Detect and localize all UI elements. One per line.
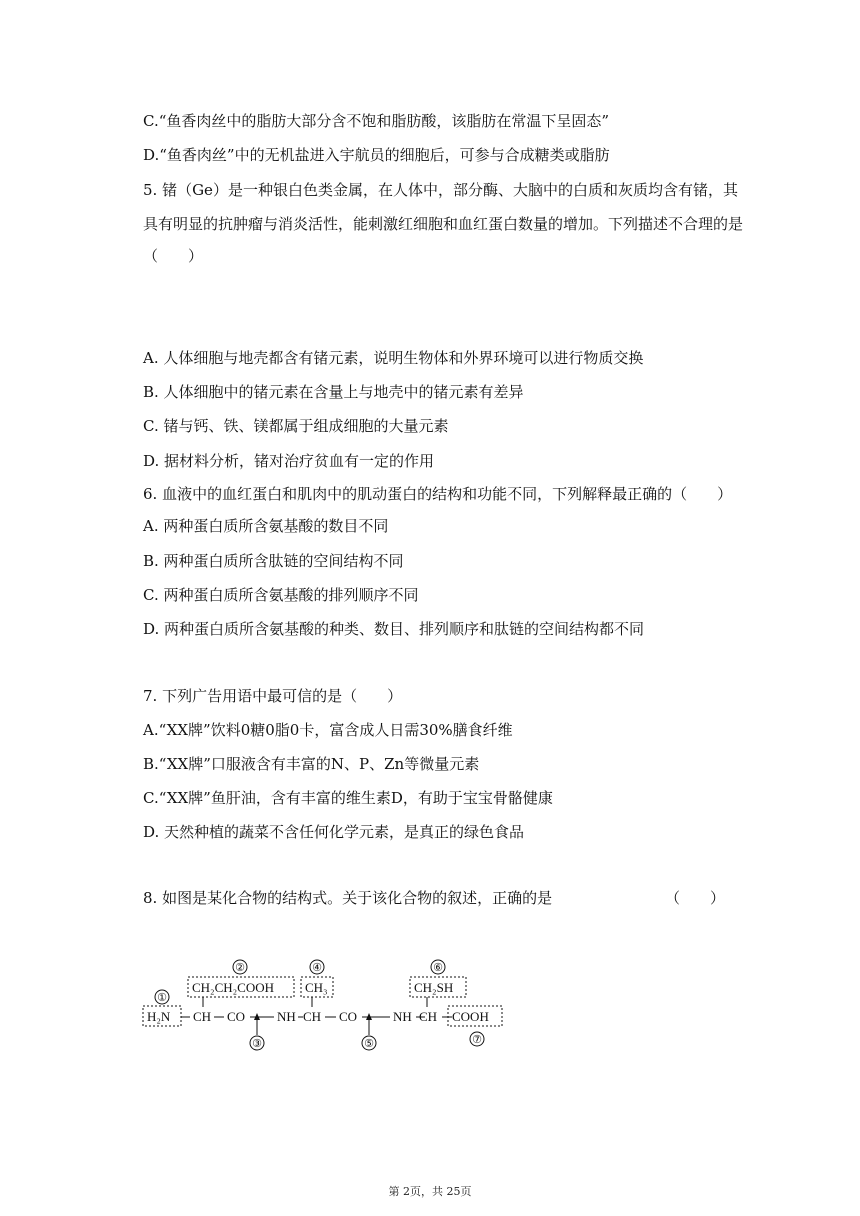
option-a-q7: A.“XX牌”饮料0糖0脂0卡，富含成人日需30%膳食纤维 (143, 721, 513, 739)
marker-5: ⑤ (364, 1038, 374, 1050)
option-b-q5: B. 人体细胞中的锗元素在含量上与地壳中的锗元素有差异 (143, 383, 524, 401)
option-b-q7: B.“XX牌”口服液含有丰富的N、P、Zn等微量元素 (143, 755, 480, 773)
amino-group: H₂N (147, 1009, 171, 1024)
question-5-answer-blank: （ ） (143, 247, 204, 265)
marker-1: ① (157, 992, 167, 1004)
marker-3: ③ (252, 1038, 262, 1050)
r-group-2: CH₃ (305, 980, 328, 995)
option-c-q5: C. 锗与钙、铁、镁都属于组成细胞的大量元素 (143, 417, 449, 435)
question-5-line-1: 5. 锗（Ge）是一种银白色类金属，在人体中，部分酶、大脑中的白质和灰质均含有锗，其 (143, 181, 738, 199)
chain-co-1: CO (227, 1009, 246, 1024)
question-7: 7. 下列广告用语中最可信的是（ ） (143, 687, 403, 705)
chain-ch-3: CH (419, 1009, 438, 1024)
option-a-q6: A. 两种蛋白质所含氨基酸的数目不同 (143, 517, 389, 535)
marker-7: ⑦ (472, 1034, 482, 1046)
peptide-structure-diagram (140, 955, 520, 1055)
structural-formula-figure (140, 955, 520, 1059)
option-a-q5: A. 人体细胞与地壳都含有锗元素，说明生物体和外界环境可以进行物质交换 (143, 349, 644, 367)
option-d-q7: D. 天然种植的蔬菜不含任何化学元素，是真正的绿色食品 (143, 823, 525, 841)
chain-nh-2: NH (393, 1009, 412, 1024)
option-c-q6: C. 两种蛋白质所含氨基酸的排列顺序不同 (143, 586, 419, 604)
page-footer: 第 2页，共 25页 (388, 1185, 472, 1198)
option-d-q5: D. 据材料分析，锗对治疗贫血有一定的作用 (143, 452, 435, 470)
question-8-answer-blank: （ ） (665, 889, 726, 907)
option-d-q6: D. 两种蛋白质所含氨基酸的种类、数目、排列顺序和肽链的空间结构都不同 (143, 620, 645, 638)
r-group-1: CH₂CH₂COOH (192, 980, 275, 995)
chain-co-2: CO (339, 1009, 358, 1024)
option-b-q6: B. 两种蛋白质所含肽链的空间结构不同 (143, 552, 404, 570)
chain-ch-1: CH (193, 1009, 212, 1024)
question-6: 6. 血液中的血红蛋白和肌肉中的肌动蛋白的结构和功能不同，下列解释最正确的（ ） (143, 485, 733, 503)
r-group-3: CH₂SH (414, 980, 454, 995)
option-c-q4: C.“鱼香肉丝中的脂肪大部分含不饱和脂肪酸，该脂肪在常温下呈固态” (143, 112, 610, 130)
marker-2: ② (235, 962, 245, 974)
marker-4: ④ (312, 962, 322, 974)
carboxyl-group: COOH (452, 1009, 489, 1024)
chain-nh-1: NH (277, 1009, 296, 1024)
chain-ch-2: CH (303, 1009, 322, 1024)
marker-6: ⑥ (433, 962, 443, 974)
question-8: 8. 如图是某化合物的结构式。关于该化合物的叙述，正确的是 (143, 889, 553, 907)
option-d-q4: D.“鱼香肉丝”中的无机盐进入宇航员的细胞后，可参与合成糖类或脂肪 (143, 146, 610, 164)
question-5-line-2: 具有明显的抗肿瘤与消炎活性，能刺激红细胞和血红蛋白数量的增加。下列描述不合理的是 (143, 215, 744, 233)
option-c-q7: C.“XX牌”鱼肝油，含有丰富的维生素D，有助于宝宝骨骼健康 (143, 789, 553, 807)
